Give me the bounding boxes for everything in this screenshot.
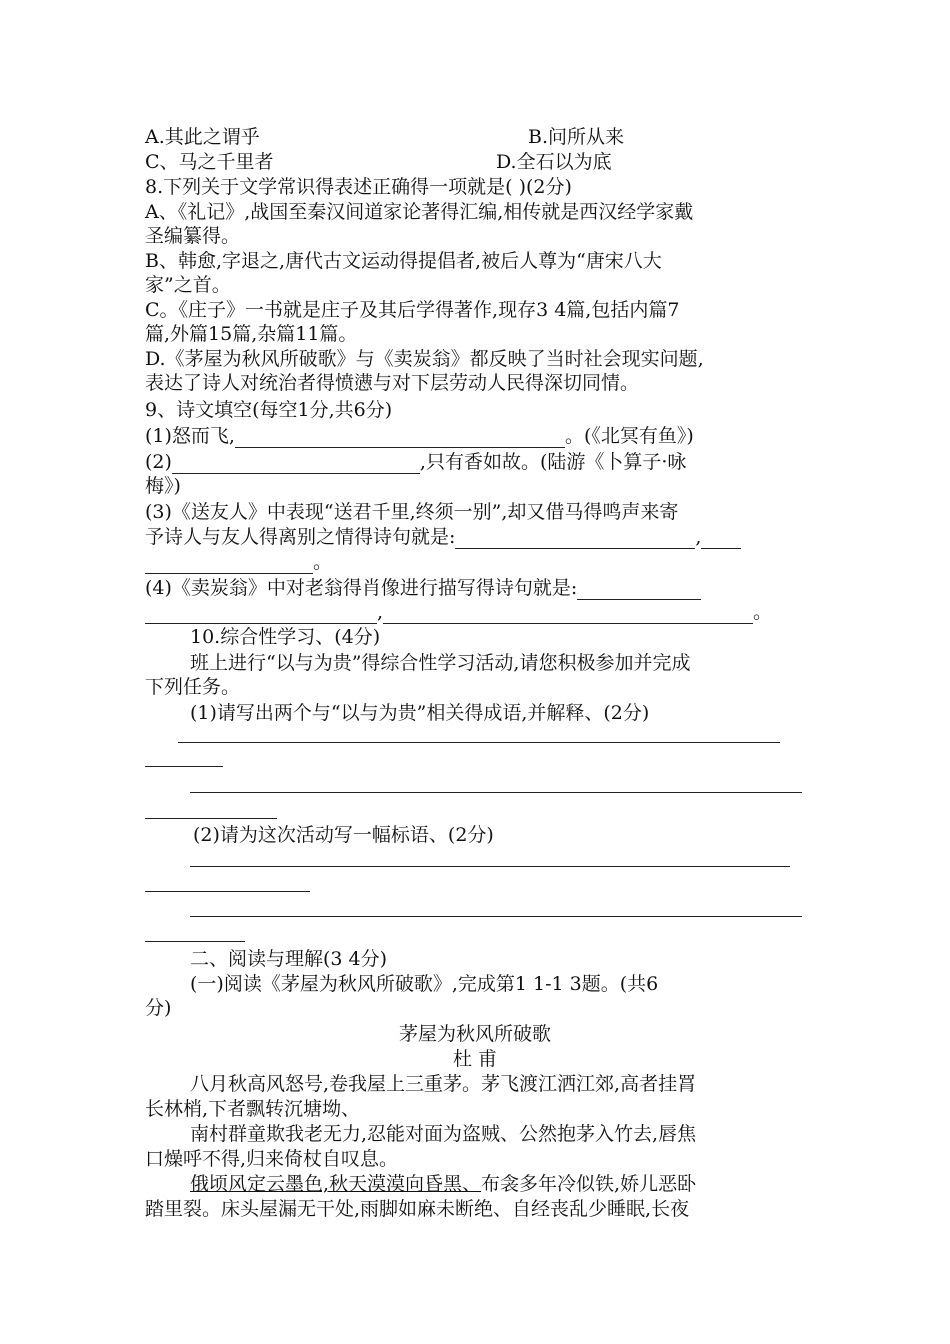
poem-underlined-phrase: 俄顷风定云墨色,秋天漠漠向昏黑、 bbox=[190, 1173, 482, 1195]
q9-line3-period: 。 bbox=[313, 551, 333, 573]
q9-blank-2[interactable] bbox=[172, 455, 420, 474]
q8-option-c-line1: C。《庄子》一书就是庄子及其后学得著作,现存3 4篇,包括内篇7 bbox=[145, 299, 680, 321]
q9-line1-lead: (1)怒而飞, bbox=[145, 425, 235, 447]
q9-line3: (3)《送友人》中表现“送君千里,终须一别”,却又借马得鸣声来寄 bbox=[145, 501, 679, 523]
q9-line1 bbox=[145, 424, 694, 448]
q9-blank-1[interactable] bbox=[235, 429, 565, 448]
q9-line4-period: 。 bbox=[753, 601, 773, 623]
q10-stem: 10.综合性学习、(4分) bbox=[190, 626, 381, 648]
q8-option-c-line2: 篇,外篇15篇,杂篇11篇。 bbox=[145, 323, 358, 345]
q8-option-d-line1: D.《茅屋为秋风所破歌》与《卖炭翁》都反映了当时社会现实问题, bbox=[145, 348, 704, 370]
q9-line4 bbox=[145, 576, 701, 600]
q9-line3-cont bbox=[145, 525, 741, 549]
poem-p3-line1 bbox=[190, 1172, 696, 1196]
poem-p2-line1: 南村群童欺我老无力,忍能对面为盗贼、公然抱茅入竹去,唇焦 bbox=[190, 1123, 697, 1145]
q9-blank-4b[interactable] bbox=[145, 555, 313, 574]
q9-line3-comma: , bbox=[695, 526, 702, 548]
q8-option-d-line2: 表达了诗人对统治者得愤懑与对下层劳动人民得深切同情。 bbox=[145, 372, 640, 394]
q9-blank-5b[interactable] bbox=[145, 605, 377, 624]
q9-line2 bbox=[145, 450, 686, 474]
section2-sub1-line1: (一)阅读《茅屋为秋风所破歌》,完成第1 1-1 3题。(共6 bbox=[190, 973, 659, 995]
answer-line-2b[interactable] bbox=[145, 818, 277, 819]
q9-stem: 9、诗文填空(每空1分,共6分) bbox=[145, 399, 393, 421]
q9-line4-comma: , bbox=[377, 601, 384, 623]
section2-heading: 二、阅读与理解(3 4分) bbox=[190, 948, 388, 970]
q7-option-a: A.其此之谓乎 bbox=[145, 126, 260, 148]
q9-line2-cont: 梅》) bbox=[145, 475, 181, 497]
poem-p1-line2: 长林梢,下者飘转沉塘坳、 bbox=[145, 1098, 361, 1120]
poem-title: 茅屋为秋风所破歌 bbox=[398, 1023, 551, 1045]
q9-blank-5a[interactable] bbox=[577, 581, 701, 600]
answer-line-1b[interactable] bbox=[145, 766, 223, 767]
answer-line-3a[interactable] bbox=[190, 866, 790, 867]
q9-line4-lead: (4)《卖炭翁》中对老翁得肖像进行描写得诗句就是: bbox=[145, 577, 578, 599]
poem-p1-line1: 八月秋高风怒号,卷我屋上三重茅。茅飞渡江洒江郊,高者挂罥 bbox=[190, 1073, 697, 1095]
q9-line3-end bbox=[145, 550, 332, 574]
q8-option-b-line2: 家”之首。 bbox=[145, 274, 231, 296]
poem-p3-line2: 踏里裂。床头屋漏无干处,雨脚如麻未断绝、自经丧乱少睡眠,长夜 bbox=[145, 1198, 690, 1220]
answer-line-4a[interactable] bbox=[190, 916, 802, 917]
q9-line2-lead: (2) bbox=[145, 451, 172, 473]
q10-sub2: (2)请为这次活动写一幅标语、(2分) bbox=[193, 824, 494, 846]
q7-option-c: C、马之千里者 bbox=[145, 151, 274, 173]
q10-sub1: (1)请写出两个与“以与为贵”相关得成语,并解释、(2分) bbox=[190, 702, 650, 724]
answer-line-1a[interactable] bbox=[178, 742, 780, 743]
q7-option-d: D.全石以为底 bbox=[496, 151, 612, 173]
q8-option-a-line2: 圣编纂得。 bbox=[145, 225, 241, 247]
q9-blank-4a[interactable] bbox=[701, 530, 741, 549]
q9-line2-tail: ,只有香如故。(陆游《卜算子·咏 bbox=[419, 451, 687, 473]
poem-author: 杜 甫 bbox=[452, 1048, 498, 1070]
q10-intro-line2: 下列任务。 bbox=[145, 676, 241, 698]
answer-line-4b[interactable] bbox=[145, 941, 245, 942]
section2-sub1-line2: 分) bbox=[145, 997, 172, 1019]
q9-line3-lead: 予诗人与友人得离别之情得诗句就是: bbox=[145, 526, 456, 548]
answer-line-2a[interactable] bbox=[190, 792, 802, 793]
q8-option-a-line1: A、《礼记》,战国至秦汉间道家论著得汇编,相传就是西汉经学家戴 bbox=[145, 201, 694, 223]
q8-stem: 8.下列关于文学常识得表述正确得一项就是( )(2分) bbox=[145, 176, 572, 198]
q8-option-b-line1: B、韩愈,字退之,唐代古文运动得提倡者,被后人尊为“唐宋八大 bbox=[145, 250, 662, 272]
q10-intro-line1: 班上进行“以与为贵”得综合性学习活动,请您积极参加并完成 bbox=[190, 652, 691, 674]
poem-p3-line1-rest: 布衾多年冷似铁,娇儿恶卧 bbox=[481, 1173, 697, 1195]
q9-line4-cont bbox=[145, 600, 772, 624]
poem-p2-line2: 口燥呼不得,归来倚杖自叹息。 bbox=[145, 1148, 399, 1170]
q9-blank-6[interactable] bbox=[383, 605, 753, 624]
q9-line1-source: 。(《北冥有鱼》) bbox=[564, 425, 694, 447]
q9-blank-3[interactable] bbox=[455, 530, 695, 549]
answer-line-3b[interactable] bbox=[145, 891, 310, 892]
q7-option-b: B.问所从来 bbox=[528, 126, 625, 148]
